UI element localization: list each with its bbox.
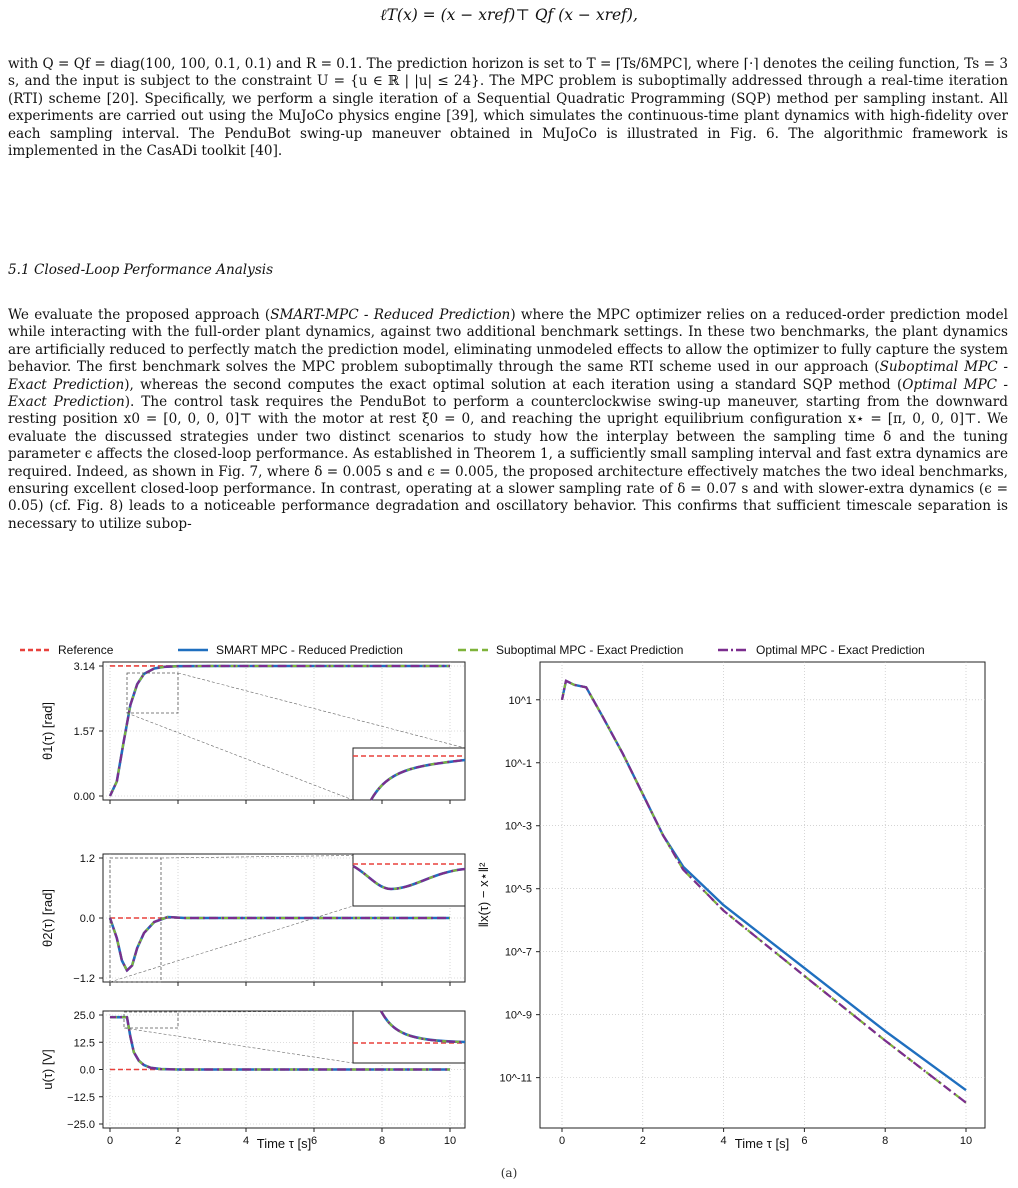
zoom-region (124, 1012, 178, 1028)
series-suboptimal-line (562, 681, 966, 1103)
y-tick-label: 10^-1 (504, 757, 532, 770)
section-title: 5.1 Closed-Loop Performance Analysis (8, 262, 274, 278)
x-tick-label: 6 (801, 1135, 808, 1147)
y-tick-label: 10^-5 (504, 883, 532, 896)
y-tick-label: 0.0 (79, 913, 95, 925)
x-tick-label: 8 (378, 1135, 386, 1147)
zoom-connector (124, 1028, 353, 1063)
y-axis-label: u(τ) [V] (40, 1049, 55, 1090)
y-tick-label: −1.2 (73, 973, 95, 985)
x-tick-label: 8 (882, 1135, 889, 1147)
legend-label: Suboptimal MPC - Exact Prediction (496, 643, 684, 657)
y-tick-label: 10^1 (508, 694, 532, 707)
paragraph-run: Optimal MPC - Exact Prediction (8, 376, 1008, 411)
x-tick-label: 0 (106, 1135, 114, 1147)
x-tick-label: 10 (443, 1135, 457, 1147)
x-tick-label: 4 (242, 1135, 250, 1147)
y-tick-label: 1.2 (79, 853, 95, 865)
x-tick-label: 2 (174, 1135, 182, 1147)
x-axis-label: Time τ [s] (256, 1136, 312, 1151)
y-tick-label: 1.57 (73, 726, 95, 738)
figure-caption: (a) (500, 1166, 518, 1180)
y-tick-label: 12.5 (73, 1037, 95, 1050)
x-tick-label: 0 (558, 1135, 566, 1147)
series-optimal-line (562, 681, 966, 1103)
paragraph-run: ), whereas the second computes the exact optimal solution at each iteration using a standard SQP method ( (124, 376, 903, 393)
y-tick-label: −12.5 (67, 1091, 95, 1104)
legend-label: Reference (58, 643, 114, 657)
paragraph-run: ) where the MPC optimizer relies on a reduced-order prediction model while interacting with the full-order plant dynamics, against two additional benchmark settings. In these two benchmarks, the plant dynamics are artificially reduced to perfectly match the prediction model, eliminating unmodeled effects to allow the optimizer to fully capture the system behavior. The first benchmark solves the MPC problem suboptimally through the same RTI scheme used in our approach ( (8, 307, 1008, 376)
inset-frame (353, 1011, 465, 1063)
y-tick-label: 10^-3 (504, 820, 532, 833)
paragraph-run: We evaluate the proposed approach ( (8, 307, 271, 323)
paragraph-intro: with Q = Qf = diag(100, 100, 0.1, 0.1) and R = 0.1. The prediction horizon is set to T = ⌈Ts/δMPC⌉, where ⌈·⌉ denotes the ceiling function, Ts = 3 s, and the input is subject to the constraint U = {u ∈ ℝ | |u| ≤ 24}. The MPC problem is suboptimally addressed through a real-time iteration (RTI) scheme [20]. Specifically, we perform a single iteration of a Sequential Quadratic Programming (SQP) method per sampling instant. All experiments are carried out using the MuJoCo physics engine [39], which simulates the continuous-time plant dynamics with high-fidelity over each sampling interval. The PenduBot swing-up maneuver obtained in MuJoCo is illustrated in Fig. 6. The algorithmic framework is implemented in the CasADi toolkit [40]. (8, 56, 1008, 160)
zoom-connector (178, 673, 465, 748)
zoom-region (110, 858, 161, 982)
y-tick-label: 0.00 (73, 791, 95, 803)
y-tick-label: −25.0 (67, 1119, 95, 1131)
x-tick-label: 4 (720, 1135, 727, 1147)
y-tick-label: 10^-7 (504, 946, 532, 959)
y-tick-label: 10^-11 (499, 1072, 532, 1085)
x-tick-label: 6 (310, 1135, 318, 1147)
y-axis-label: θ1(τ) [rad] (40, 702, 55, 760)
terminal-cost-equation: ℓT(x) = (x − xref)⊤ Qf (x − xref), (380, 6, 638, 24)
paragraph-run: Suboptimal MPC - Exact Prediction (8, 359, 1009, 393)
results-figure (0, 636, 1018, 1156)
zoom-connector (127, 713, 353, 800)
subplot-frame (540, 662, 985, 1128)
y-tick-label: 10^-9 (504, 1009, 532, 1022)
y-tick-label: 3.14 (73, 661, 95, 673)
paragraph-closed-loop (8, 307, 1008, 533)
legend-label: SMART MPC - Reduced Prediction (216, 643, 403, 657)
y-axis-label: θ2(τ) [rad] (40, 889, 55, 947)
series-smart-line (562, 681, 966, 1090)
y-tick-label: 0.0 (79, 1064, 95, 1077)
y-axis-label: ‖x(τ) − x⋆‖² (476, 862, 491, 928)
legend-label: Optimal MPC - Exact Prediction (756, 643, 925, 657)
x-axis-label: Time τ [s] (734, 1136, 790, 1151)
x-tick-label: 10 (959, 1135, 973, 1147)
x-tick-label: 2 (639, 1135, 646, 1147)
paragraph-run: SMART-MPC - Reduced Prediction (270, 307, 511, 323)
y-tick-label: 25.0 (73, 1010, 95, 1022)
inset-frame (353, 854, 465, 906)
paragraph-run: ). The control task requires the PenduBot to perform a counterclockwise swing-up maneuver, starting from the downward resting position x0 = [0, 0, 0, 0]⊤ with the motor at rest ξ0 = 0, and reaching the upright equilibrium configuration x⋆ = [π, 0, 0, 0]⊤. We evaluate the discussed strategies under two distinct scenarios to study how the interplay between the sampling time δ and the tuning parameter ϵ affects the closed-loop performance. As established in Theorem 1, a sufficiently small sampling interval and fast extra dynamics are required. Indeed, as shown in Fig. 7, where δ = 0.005 s and ϵ = 0.005, the proposed architecture effectively matches the two ideal benchmarks, ensuring excellent closed-loop performance. In contrast, operating at a slower sampling rate of δ = 0.07 s and with slower-extra dynamics (ϵ = 0.05) (cf. Fig. 8) leads to a noticeable performance degradation and oscillatory behavior. This confirms that sufficient timescale separation is necessary to utilize subop- (8, 394, 1008, 532)
